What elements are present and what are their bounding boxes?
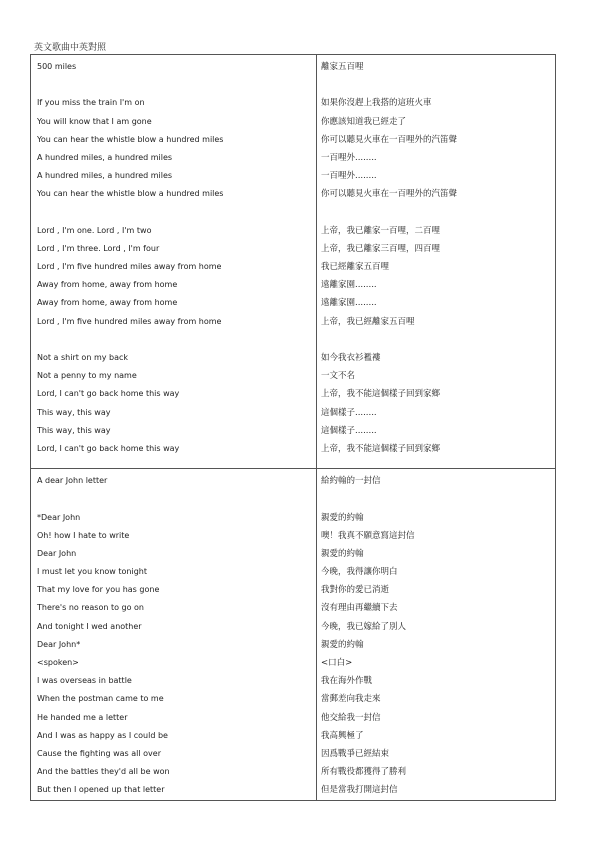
lyric-line-zh: 我對你的愛已消逝 bbox=[321, 585, 390, 596]
lyric-line-en: You can hear the whistle blow a hundred miles bbox=[37, 134, 224, 144]
lyric-line-zh: 遠離家園........ bbox=[321, 280, 377, 291]
lyric-line-zh: 一百哩外........ bbox=[321, 152, 377, 163]
lyric-line-zh: 今晚，我已嫁給了別人 bbox=[321, 621, 407, 632]
lyric-line-zh: 我已經離家五百哩 bbox=[321, 262, 390, 273]
lyric-line-en: Not a penny to my name bbox=[37, 371, 137, 381]
lyric-line-zh: 親愛的約翰 bbox=[321, 639, 364, 650]
song-title-en: 500 miles bbox=[37, 62, 77, 71]
lyric-line-en: You will know that I am gone bbox=[37, 116, 152, 126]
lyric-line-en: You can hear the whistle blow a hundred miles bbox=[37, 189, 224, 199]
chinese-lyrics-cell bbox=[317, 55, 556, 469]
lyric-line-zh: 我高興極了 bbox=[321, 730, 364, 741]
lyric-line-zh: 噢！我真不願意寫這封信 bbox=[321, 530, 415, 541]
lyric-line-zh: 你應該知道我已經走了 bbox=[321, 116, 407, 127]
lyric-line-zh: 他交給我一封信 bbox=[321, 712, 381, 723]
lyric-line-zh: 上帝，我不能這個樣子回到家鄉 bbox=[321, 443, 441, 454]
english-lyrics-cell bbox=[31, 469, 317, 800]
lyric-line-zh: 但是當我打開這封信 bbox=[321, 785, 398, 796]
lyric-line-zh: 所有戰役都獲得了勝利 bbox=[321, 767, 407, 778]
lyric-line-zh: 上帝，我已經離家五百哩 bbox=[321, 316, 415, 327]
lyric-line-en: A hundred miles, a hundred miles bbox=[37, 171, 173, 181]
lyric-line-en: And I was as happy as I could be bbox=[37, 730, 168, 740]
lyric-line-en: Not a shirt on my back bbox=[37, 353, 129, 362]
lyric-line-en: <spoken> bbox=[37, 658, 79, 667]
song-row-500-miles bbox=[31, 55, 556, 469]
lyric-line-zh: 你可以聽見火車在一百哩外的汽笛聲 bbox=[321, 189, 458, 200]
lyric-line-zh: 遠離家園........ bbox=[321, 298, 377, 309]
lyric-line-en: He handed me a letter bbox=[37, 712, 128, 722]
lyric-line-en: Lord, I can't go back home this way bbox=[37, 443, 180, 453]
lyrics-table bbox=[30, 54, 556, 801]
lyric-line-zh: 上帝，我已離家三百哩，四百哩 bbox=[321, 243, 441, 254]
lyric-line-zh: 如今我衣衫襤褸 bbox=[321, 353, 381, 363]
song-row-dear-john bbox=[31, 469, 556, 800]
lyric-line-zh: 我在海外作戰 bbox=[321, 676, 373, 687]
lyric-line-zh: 你可以聽見火車在一百哩外的汽笛聲 bbox=[321, 134, 458, 145]
lyric-line-en: This way, this way bbox=[37, 425, 111, 435]
lyric-line-en: Lord, I can't go back home this way bbox=[37, 389, 180, 399]
lyric-line-zh: <口白> bbox=[321, 658, 353, 668]
lyric-line-en: Away from home, away from home bbox=[37, 298, 178, 308]
lyric-line-zh: 因爲戰爭已經結束 bbox=[321, 748, 390, 759]
lyric-line-zh: 沒有理由再繼續下去 bbox=[321, 603, 398, 614]
lyric-line-en: A hundred miles, a hundred miles bbox=[37, 152, 173, 162]
lyric-line-en: Dear John bbox=[37, 548, 77, 558]
song-title-zh: 離家五百哩 bbox=[321, 62, 364, 72]
english-lyrics-cell bbox=[31, 55, 317, 469]
lyric-line-zh: 上帝，我已離家一百哩，二百哩 bbox=[321, 225, 441, 236]
song-title-zh: 給約翰的一封信 bbox=[321, 476, 381, 487]
lyric-line-en: That my love for you has gone bbox=[37, 585, 160, 595]
lyric-line-zh: 一百哩外........ bbox=[321, 171, 377, 182]
lyric-line-zh: 今晚，我得讓你明白 bbox=[321, 567, 398, 578]
lyric-line-en: There's no reason to go on bbox=[37, 603, 144, 613]
lyric-line-en: Lord , I'm one. Lord , I'm two bbox=[37, 225, 152, 235]
lyric-line-en: Away from home, away from home bbox=[37, 280, 178, 290]
lyric-line-en: But then I opened up that letter bbox=[37, 785, 165, 795]
lyric-line-en: I must let you know tonight bbox=[37, 567, 147, 577]
lyric-line-zh: 親愛的約翰 bbox=[321, 548, 364, 559]
lyric-line-en: I was overseas in battle bbox=[37, 676, 132, 686]
lyric-line-en: And the battles they'd all be won bbox=[37, 767, 170, 777]
lyric-line-zh: 上帝，我不能這個樣子回到家鄉 bbox=[321, 389, 441, 400]
document-title: 英文歌曲中英對照 bbox=[34, 43, 107, 53]
lyric-line-en: Dear John* bbox=[37, 639, 81, 649]
lyric-line-en: And tonight I wed another bbox=[37, 621, 142, 631]
lyric-line-en: Oh! how I hate to write bbox=[37, 530, 130, 540]
song-title-en: A dear John letter bbox=[37, 476, 108, 486]
lyric-line-en: If you miss the train I'm on bbox=[37, 98, 145, 108]
lyric-line-zh: 親愛的約翰 bbox=[321, 512, 364, 523]
lyric-line-en: When the postman came to me bbox=[37, 694, 164, 704]
lyric-line-en: This way, this way bbox=[37, 407, 111, 417]
lyric-line-zh: 當郵差向我走來 bbox=[321, 694, 381, 705]
chinese-lyrics-cell bbox=[317, 469, 556, 800]
lyric-line-en: Lord , I'm five hundred miles away from home bbox=[37, 316, 222, 326]
lyric-line-zh: 這個樣子........ bbox=[321, 407, 377, 418]
lyric-line-en: *Dear John bbox=[37, 512, 81, 522]
lyric-line-zh: 如果你沒趕上我搭的這班火車 bbox=[321, 98, 432, 109]
lyric-line-en: Lord , I'm five hundred miles away from home bbox=[37, 262, 222, 272]
lyric-line-en: Cause the fighting was all over bbox=[37, 748, 161, 758]
lyric-line-en: Lord , I'm three. Lord , I'm four bbox=[37, 243, 160, 253]
lyric-line-zh: 這個樣子........ bbox=[321, 425, 377, 436]
lyric-line-zh: 一文不名 bbox=[321, 371, 356, 382]
